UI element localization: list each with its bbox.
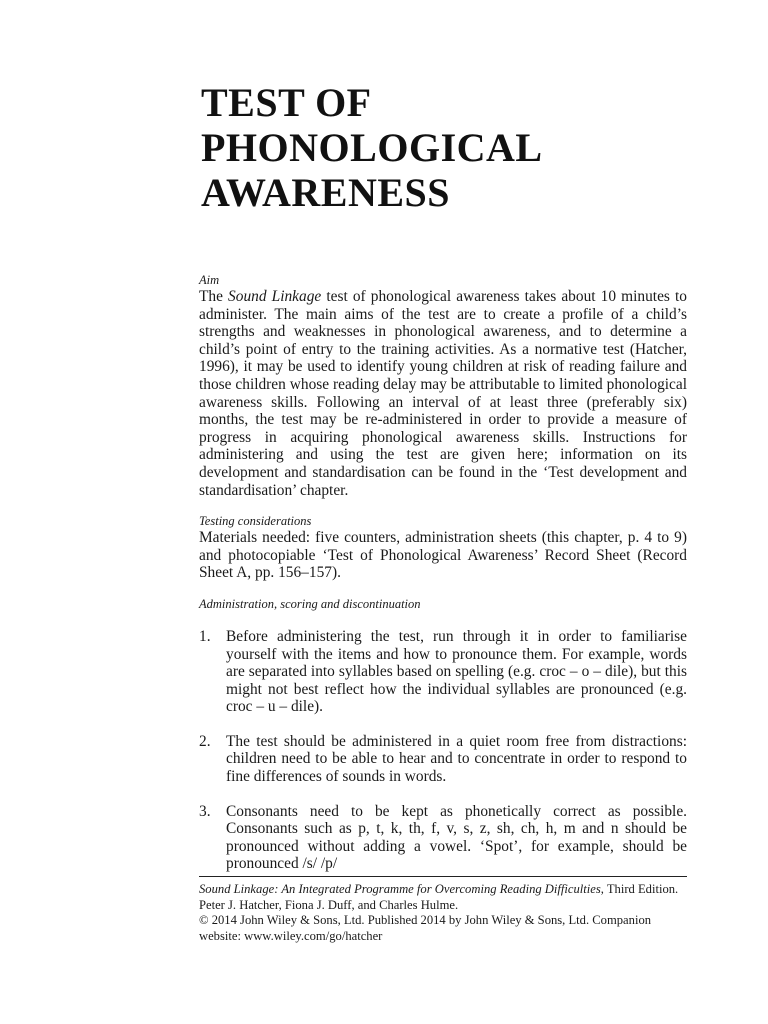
- footer-authors: Peter J. Hatcher, Fiona J. Duff, and Charles Hulme.: [199, 897, 459, 912]
- list-item-number: 1.: [199, 627, 211, 645]
- chapter-title-line-1: TEST OF: [201, 80, 372, 125]
- page-footer: [199, 882, 687, 944]
- chapter-title: [201, 80, 681, 215]
- administration-section: [199, 596, 687, 873]
- footer-edition: , Third Edition.: [600, 882, 679, 896]
- testing-considerations-section: [199, 513, 687, 582]
- footer-book-title: Sound Linkage: An Integrated Programme for Overcoming Reading Difficulties: [199, 882, 601, 896]
- list-item: [199, 803, 687, 873]
- aim-paragraph: [199, 288, 687, 499]
- footer-citation: [199, 882, 687, 898]
- list-item-text: The test should be administered in a quiet room free from distractions: children need to be able to hear and to concentrate in order to respond to fine differences of sounds in words.: [226, 732, 687, 786]
- chapter-title-line-3: AWARENESS: [201, 170, 451, 215]
- chapter-title-line-2: PHONOLOGICAL: [201, 125, 543, 170]
- list-item-text: Consonants need to be kept as phonetically correct as possible. Consonants such as p, t, k, th, f, v, s, z, sh, ch, h, m and n should be pronounced without adding a vowel. ‘Spot’, for example, should be pronounced /s/ /p/: [226, 802, 687, 873]
- administration-heading: Administration, scoring and discontinuation: [199, 596, 421, 611]
- list-item-number: 3.: [199, 802, 211, 820]
- aim-text: test of phonological awareness takes about 10 minutes to administer. The main aims of the test are to create a profile of a child’s strengths and weaknesses in phonological awareness, and to determine a child’s point of entry to the training activities. As a normative test (Hatcher, 1996), it may be used to identify young children at risk of reading failure and those children whose reading delay may be attributable to limited phonological awareness skills. Following an interval of at least three (preferably six) months, the test may be re-administered in order to provide a measure of progress in acquiring phonological awareness skills. Instructions for administering and using the test are given here; information on its development and standardisation can be found in the ‘Test development and standardisation’ chapter.: [199, 288, 687, 499]
- testing-considerations-paragraph: Materials needed: five counters, administration sheets (this chapter, p. 4 to 9) and photocopiable ‘Test of Phonological Awareness’ Record Sheet (Record Sheet A, pp. 156–157).: [199, 529, 687, 582]
- aim-book-title: Sound Linkage: [228, 288, 322, 305]
- footer-copyright: © 2014 John Wiley & Sons, Ltd. Published 2014 by John Wiley & Sons, Ltd. Companion website: www.wiley.com/go/hatcher: [199, 913, 652, 943]
- list-item-text: Before administering the test, run through it in order to familiarise yourself with the items and how to pronounce them. For example, words are separated into syllables based on spelling (e.g. croc – o – dile), but this might not best reflect how the individual syllables are pronounced (e.g. croc – u – dile).: [226, 627, 687, 716]
- list-item-number: 2.: [199, 732, 211, 750]
- chapter-body: [199, 272, 687, 890]
- aim-lead: The: [199, 288, 229, 305]
- footer-divider: [199, 876, 687, 877]
- list-item: [199, 733, 687, 786]
- administration-list: [199, 628, 687, 873]
- aim-heading: Aim: [199, 273, 220, 287]
- aim-section: [199, 272, 687, 499]
- testing-considerations-heading: Testing considerations: [199, 514, 312, 529]
- list-item: [199, 628, 687, 716]
